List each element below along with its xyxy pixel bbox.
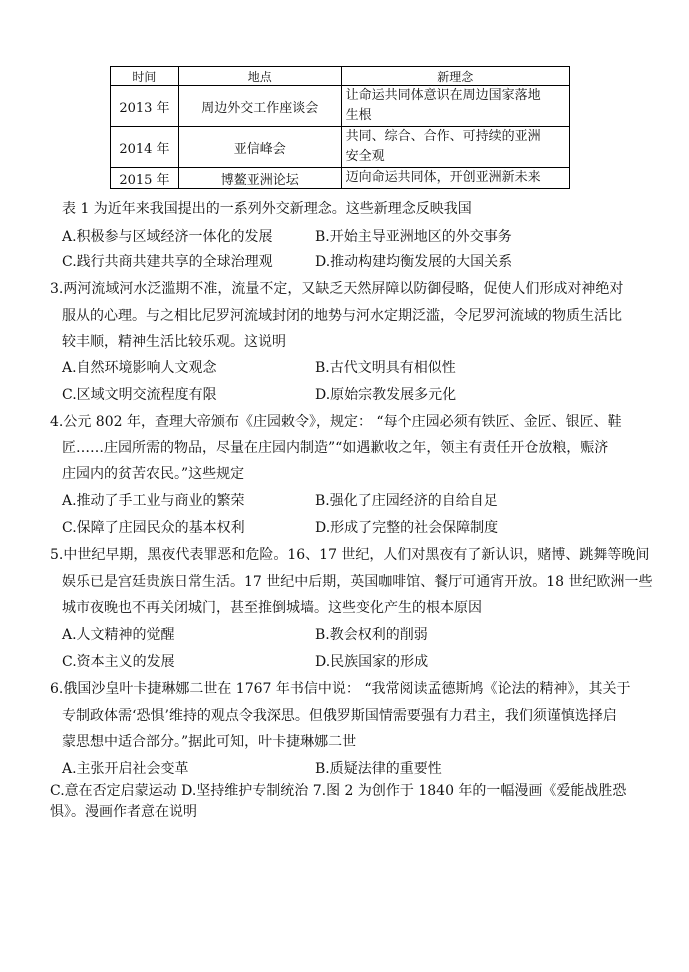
cell-idea	[341, 86, 569, 127]
q4-stem-line1: 4.公元 802 年，查理大帝颁布《庄园敕令》，规定： “每个庄园必须有铁匠、金匠、银匠、鞋	[50, 414, 622, 430]
q6-stem-line3: 蒙思想中适合部分。”据此可知，叶卡捷琳娜二世	[62, 734, 357, 750]
idea-line: 安全观	[345, 149, 385, 164]
table-row	[111, 86, 570, 127]
q2-option-c: C.践行共商共建共享的全球治理观	[62, 254, 273, 270]
idea-line: 共同、综合、合作、可持续的亚洲	[345, 129, 541, 144]
q3-option-c: C.区域文明交流程度有限	[62, 387, 217, 403]
q7-stem-continuation: 惧》。漫画作者意在说明	[50, 804, 197, 820]
q6-stem-line1: 6.俄国沙皇叶卡捷琳娜二世在 1767 年书信中说： “我常阅读孟德斯鸠《论法的精神》，其关于	[50, 681, 631, 697]
header-idea: 新理念	[341, 67, 569, 86]
q2-option-b: B.开始主导亚洲地区的外交事务	[315, 229, 512, 245]
table-row	[111, 168, 570, 189]
q5-option-c: C.资本主义的发展	[62, 654, 175, 670]
q3-stem-line2: 服从的心理。与之相比尼罗河流域封闭的地势与河水定期泛滥，令尼罗河流域的物质生活比	[62, 308, 622, 324]
cell-idea	[341, 127, 569, 168]
idea-line: 生根	[345, 108, 372, 123]
ideas-table	[110, 66, 570, 189]
cell-year: 2014 年	[111, 127, 179, 168]
q3-option-a: A.自然环境影响人文观念	[62, 360, 217, 376]
q5-option-a: A.人文精神的觉醒	[62, 627, 175, 643]
cell-year: 2013 年	[111, 86, 179, 127]
header-place: 地点	[178, 67, 341, 86]
q2-option-d: D.推动构建均衡发展的大国关系	[315, 254, 513, 270]
q3-stem-line1: 3.两河流域河水泛滥期不准，流量不定，又缺乏天然屏障以防御侵略，促使人们形成对神绝对	[50, 281, 624, 297]
q5-stem-line1: 5.中世纪早期，黑夜代表罪恶和危险。16、17 世纪，人们对黑夜有了新认识，赌博、跳舞等晚间	[50, 547, 650, 563]
table-row	[111, 127, 570, 168]
idea-line: 让命运共同体意识在周边国家落地	[345, 88, 541, 103]
q5-stem-line3: 城市夜晚也不再关闭城门，甚至推倒城墙。这些变化产生的根本原因	[62, 600, 482, 616]
q5-stem-line2: 娱乐已是宫廷贵族日常生活。17 世纪中后期，英国咖啡馆、餐厅可通宵开放。18 世纪欧洲一些	[62, 574, 653, 590]
q3-option-d: D.原始宗教发展多元化	[315, 387, 457, 403]
q4-option-b: B.强化了庄园经济的自给自足	[315, 493, 498, 509]
q2-stem: 表 1 为近年来我国提出的一系列外交新理念。这些新理念反映我国	[62, 201, 472, 217]
q4-option-a: A.推动了手工业与商业的繁荣	[62, 493, 245, 509]
cell-idea: 迈向命运共同体，开创亚洲新未来	[341, 168, 569, 189]
table-header-row	[111, 67, 570, 86]
q3-stem-line3: 较丰顺，精神生活比较乐观。这说明	[62, 334, 286, 350]
q6-option-b: B.质疑法律的重要性	[315, 761, 442, 777]
q6-option-a: A.主张开启社会变革	[62, 761, 189, 777]
q2-option-a: A.积极参与区域经济一体化的发展	[62, 229, 273, 245]
cell-place: 博鳌亚洲论坛	[178, 168, 341, 189]
cell-place: 亚信峰会	[178, 127, 341, 168]
q3-option-b: B.古代文明具有相似性	[315, 360, 456, 376]
q4-stem-line2: 匠……庄园所需的物品，尽量在庄园内制造”“如遇歉收之年，领主有责任开仓放粮，赈济	[62, 440, 609, 456]
cell-year: 2015 年	[111, 168, 179, 189]
q5-option-d: D.民族国家的形成	[315, 654, 429, 670]
q5-option-b: B.教会权利的削弱	[315, 627, 428, 643]
q4-option-c: C.保障了庄园民众的基本权利	[62, 520, 245, 536]
header-time: 时间	[111, 67, 179, 86]
q6-stem-line2: 专制政体需‘恐惧’维持的观点令我深思。但俄罗斯国情需要强有力君主，我们须谨慎选择启	[62, 708, 617, 724]
q4-option-d: D.形成了完整的社会保障制度	[315, 520, 499, 536]
q6-options-cd-line: C.意在否定启蒙运动 D.坚持维护专制统治 7.图 2 为创作于 1840 年的一幅漫画《爱能战胜恐	[50, 783, 627, 799]
cell-place: 周边外交工作座谈会	[178, 86, 341, 127]
q4-stem-line3: 庄园内的贫苦农民。”这些规定	[62, 466, 245, 482]
